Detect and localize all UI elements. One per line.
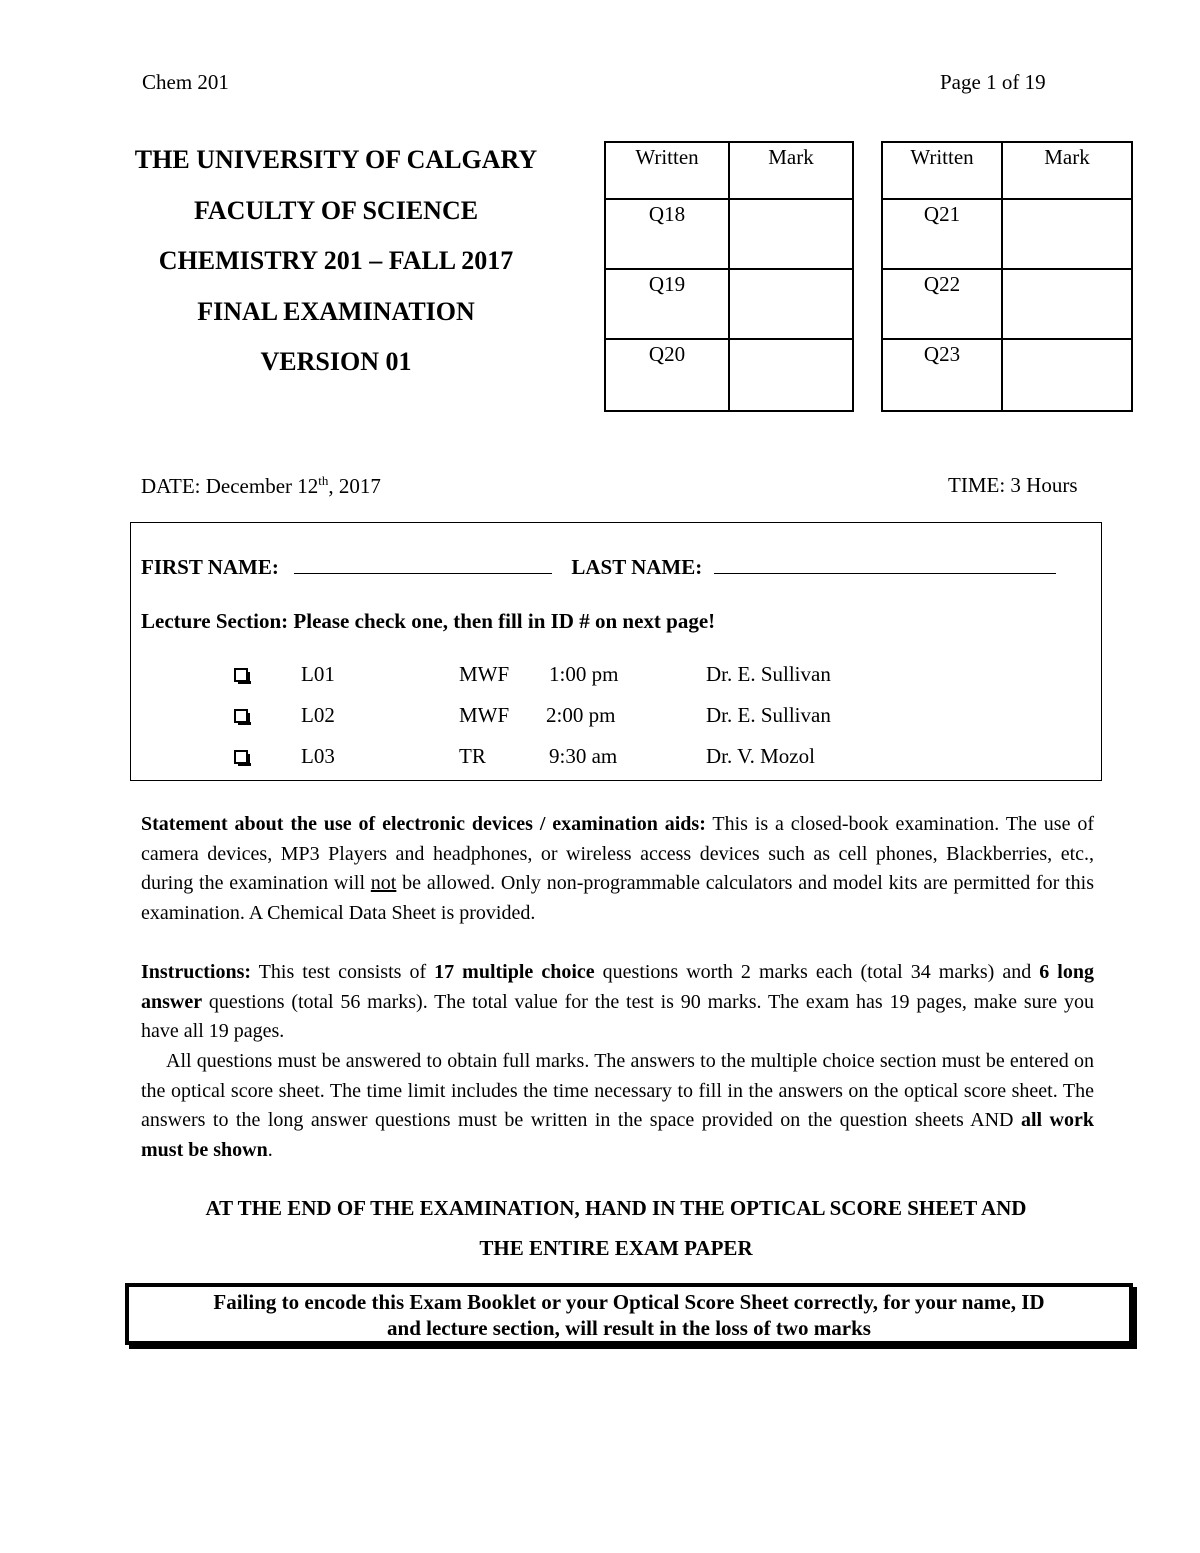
question-label: Q23 — [882, 339, 1002, 411]
marks-table-right — [881, 141, 1133, 412]
last-name-field[interactable] — [714, 555, 1056, 574]
mark-cell[interactable] — [1002, 199, 1132, 269]
section-row — [131, 744, 1091, 774]
section-code: L02 — [301, 703, 335, 727]
instructions-paragraph: Instructions: This test consists of 17 multiple choice questions worth 2 marks each (total 34 marks) and 6 long answer questions (total 56 marks). The total value for the test is 90 marks. The exam has 19 pages, make sure you have all 19 pages. — [141, 961, 1094, 1043]
question-label: Q21 — [882, 199, 1002, 269]
faculty-name: FACULTY OF SCIENCE — [193, 195, 479, 225]
section-instructor: Dr. E. Sullivan — [706, 662, 831, 686]
page-number: Page 1 of 19 — [940, 70, 1046, 94]
section-instructor: Dr. V. Mozol — [706, 744, 815, 768]
mark-cell[interactable] — [1002, 339, 1132, 411]
question-label: Q19 — [605, 269, 729, 339]
checkbox-icon[interactable] — [234, 668, 248, 682]
section-time: 2:00 pm — [546, 703, 616, 727]
warning-line: and lecture section, will result in the loss of two marks — [387, 1316, 871, 1340]
mark-cell[interactable] — [1002, 269, 1132, 339]
section-time: 1:00 pm — [549, 662, 619, 686]
header-written: Written — [882, 142, 1002, 199]
exam-type: FINAL EXAMINATION — [197, 296, 475, 326]
course-code: Chem 201 — [142, 70, 229, 94]
section-time: 9:30 am — [549, 744, 618, 768]
statement-heading: Statement about the use of electronic devices / examination aids: — [141, 813, 706, 835]
header-mark: Mark — [729, 142, 853, 199]
exam-title-block — [100, 140, 572, 393]
section-row — [131, 662, 1091, 692]
section-days: MWF — [459, 703, 510, 727]
exam-date: DATE: December 12th, 2017 — [141, 473, 381, 498]
checkbox-icon[interactable] — [234, 709, 248, 723]
section-days: TR — [459, 744, 486, 768]
emphasis-not: not — [370, 872, 397, 895]
section-code: L01 — [301, 662, 335, 686]
exam-duration: TIME: 3 Hours — [948, 473, 1078, 497]
section-code: L03 — [301, 744, 335, 768]
hand-in-notice: AT THE END OF THE EXAMINATION, HAND IN THE OPTICAL SCORE SHEET AND — [205, 1196, 1027, 1220]
hand-in-notice-cont: THE ENTIRE EXAM PAPER — [479, 1236, 753, 1260]
instructions-label: Instructions: — [141, 961, 252, 983]
student-info-box — [130, 522, 1102, 781]
warning-box — [125, 1283, 1133, 1345]
checkbox-icon[interactable] — [234, 750, 248, 764]
lecture-section-instruction: Lecture Section: Please check one, then fill in ID # on next page! — [141, 609, 716, 633]
first-name-label: FIRST NAME: — [141, 555, 279, 579]
section-days: MWF — [459, 662, 510, 686]
first-name-field[interactable] — [294, 555, 552, 574]
section-row — [131, 703, 1091, 733]
header-written: Written — [605, 142, 729, 199]
question-label: Q18 — [605, 199, 729, 269]
mark-cell[interactable] — [729, 199, 853, 269]
question-label: Q20 — [605, 339, 729, 411]
university-name: THE UNIVERSITY OF CALGARY — [134, 145, 538, 174]
course-term: CHEMISTRY 201 – FALL 2017 — [158, 246, 514, 275]
mark-cell[interactable] — [729, 339, 853, 411]
question-label: Q22 — [882, 269, 1002, 339]
name-row — [141, 555, 1056, 580]
answer-rules-paragraph: All questions must be answered to obtain full marks. The answers to the multiple choice section must be entered on the optical score sheet. The time limit includes the time necessary to fill in the answers on the optical score sheet. The answers to the long answer questions must be written in the space provided on the question sheets AND all work must be shown. — [141, 1050, 1095, 1162]
exam-version: VERSION 01 — [260, 347, 412, 376]
header-mark: Mark — [1002, 142, 1132, 199]
devices-statement: Statement about the use of electronic devices / examination aids: This is a closed-book examination. The use of camera devices, MP3 Players and headphones, or wireless access devices such as cell phones, Blackberries, etc., during the examination will not be allowed. Only non-programmable calculators and model kits are permitted for this examination. A Chemical Data Sheet is provided. — [141, 813, 1095, 925]
section-instructor: Dr. E. Sullivan — [706, 703, 831, 727]
mark-cell[interactable] — [729, 269, 853, 339]
marks-table-left — [604, 141, 854, 412]
warning-line: Failing to encode this Exam Booklet or your Optical Score Sheet correctly, for your name, ID — [213, 1290, 1045, 1314]
last-name-label: LAST NAME: — [571, 555, 703, 579]
